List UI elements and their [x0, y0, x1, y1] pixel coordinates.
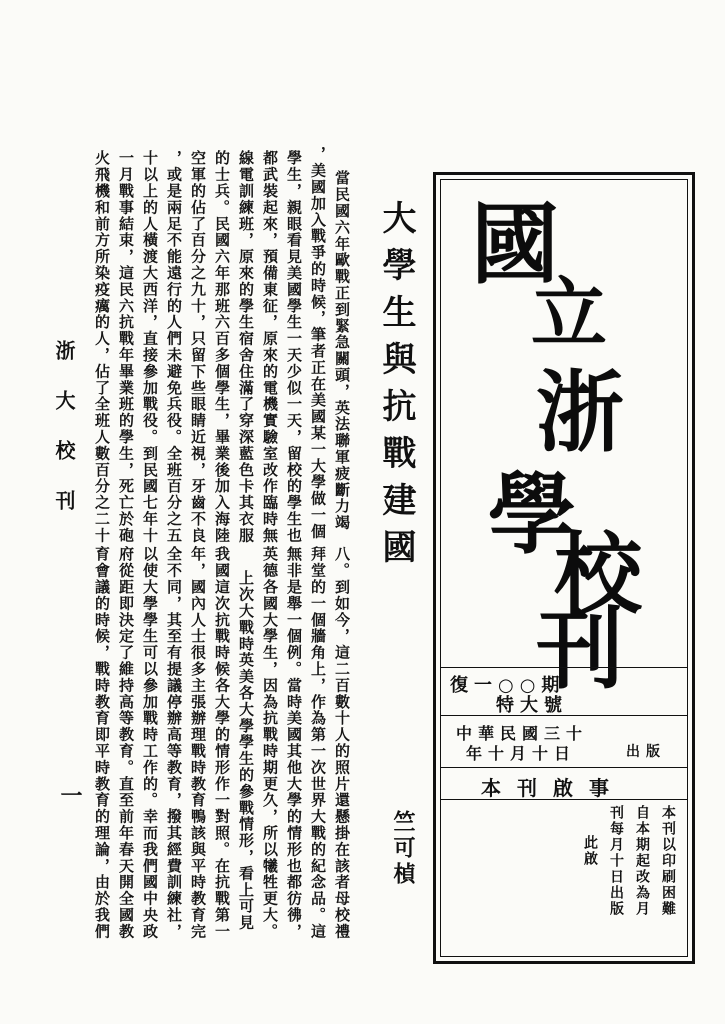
notice-line: 自本期起改為月	[634, 805, 650, 917]
body-column: 無非是舉一個例。當時美國其他大學的情形也都彷彿，	[285, 546, 303, 940]
special-issue-label: 特大號	[496, 695, 568, 716]
body-column: 的士兵。民國六年那班六百多個學生，畢業後加入海陸	[213, 150, 231, 544]
body-column: 學生，親眼看見美國學生一天少似一天，留校的學生也	[285, 150, 303, 544]
body-column: ，或是兩足不能遠行的人們未避免兵役。全班百分之五	[165, 150, 183, 544]
body-column: 線電訓練班，原來的學生宿舍住滿了穿深藍色卡其衣服	[237, 150, 255, 544]
notice-title: 本刊啟事	[481, 776, 625, 800]
running-head: 浙大校刊	[52, 340, 76, 540]
body-column: 空軍的佔了百分之九十，只留下些眼睛近視，牙齒不良	[189, 150, 207, 544]
divider	[440, 799, 688, 800]
body-column: 英德各國大學生，因為抗戰時期更久，所以犧牲更大。	[261, 546, 279, 940]
body-column: 以使大學學生可以參加戰時工作的。幸而我們國中央政	[141, 546, 159, 940]
issue-number: 復一○○期	[450, 675, 566, 696]
publication-date-line: 出版	[626, 744, 666, 760]
body-column: 火飛機和前方所染疫癘的人，佔了全班人數百分之二十	[93, 150, 111, 544]
body-column: ，美國加入戰爭的時候，筆者正在美國某一大學做一個	[309, 146, 327, 540]
body-column: 全不同，其至有提議停辦高等教育，撥其經費訓練社，	[165, 546, 183, 940]
body-column: 當民國六年歐戰正到緊急關頭，英法聯軍疲斷力竭	[333, 170, 351, 531]
body-column: 拜堂的一個牆角上，作為第一次世界大戰的紀念品。這	[309, 546, 327, 940]
body-column: 一月戰事結束，這民六抗戰年畢業班的學生，死亡於砲	[117, 150, 135, 544]
masthead-title-char: 立	[531, 269, 607, 358]
masthead-title-char: 刊	[536, 598, 625, 701]
masthead-title-char: 學	[488, 463, 577, 566]
divider	[440, 667, 688, 668]
masthead-title-char: 浙	[536, 361, 625, 464]
notice-line: 刊每月十日出版	[608, 805, 624, 917]
masthead-title-char: 國	[471, 193, 560, 296]
divider	[440, 715, 688, 716]
body-column: 十以上的人橫渡大西洋，直接參加戰役。到民國七年十	[141, 150, 159, 544]
divider	[440, 767, 688, 768]
page-number: 一	[57, 784, 83, 806]
masthead	[433, 172, 695, 964]
body-column: 上次大戰時英美各大學學生的參戰情形，看上可見	[237, 570, 255, 931]
notice-line: 本刊以印刷困難	[660, 805, 676, 917]
article-author: 竺可楨	[390, 810, 416, 888]
body-column: 八。到如今，這二百數十人的照片還懸掛在該者母校禮	[333, 546, 351, 940]
notice-line: 此啟	[582, 835, 598, 867]
body-column: 我國這次抗戰時候各大學的情形作一對照。在抗戰第一	[213, 546, 231, 940]
publication-date-line: 年十月十日	[466, 744, 577, 763]
body-column: 都武裝起來，預備東征，原來的電機實驗室改作臨時無	[261, 150, 279, 544]
body-column: 年，國內人士很多主張辦理戰時教育鴨該與平時教育完	[189, 546, 207, 940]
body-column: 府從距即決定了維持高等教育。直至前年春天開全國教	[117, 546, 135, 940]
body-column: 育會議的時候，戰時教育即平時教育的理論，由於我們	[93, 546, 111, 940]
publication-date-line: 中華民國三十	[456, 724, 589, 743]
masthead-title-char: 校	[554, 523, 643, 626]
article-title: 大學生與抗戰建國	[376, 200, 416, 576]
